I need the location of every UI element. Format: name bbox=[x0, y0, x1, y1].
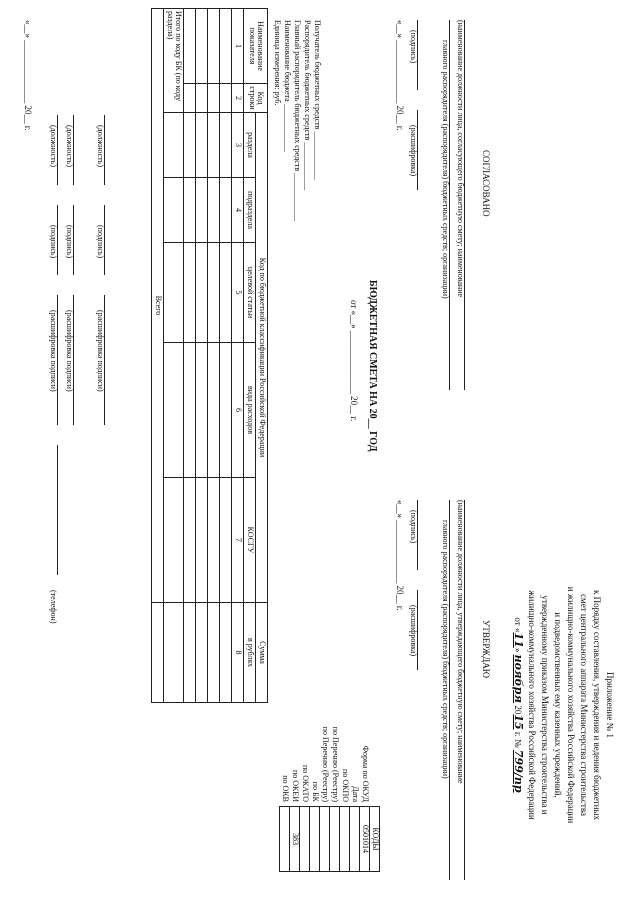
requisites bbox=[272, 20, 322, 221]
agreed-date-line: «__» ______________ 20__ г. bbox=[395, 20, 405, 131]
order-reference: от «11» ноября 2015 г. № 799/пр bbox=[512, 617, 525, 793]
col-name-header: Наименование показателя bbox=[244, 9, 268, 84]
codes-header: КОДЫ bbox=[370, 807, 380, 872]
total-label: Итого по коду БК (по коду раздела) bbox=[163, 9, 184, 113]
approved-decoding-caption: (расшифровка) bbox=[409, 605, 418, 657]
order-number: 799/пр bbox=[512, 749, 525, 793]
grand-total-label: Всего bbox=[151, 9, 163, 603]
codes-row: по Перечню (Реестру) bbox=[330, 720, 340, 872]
column-numbers-row: 1 2 3 4 5 6 7 8 bbox=[232, 9, 244, 703]
appendix-line: к Порядку составления, утверждения и ведения бюджетных bbox=[592, 590, 602, 820]
signature-position: (должность) bbox=[49, 125, 58, 167]
budget-classification-header: Код по бюджетной классификации Российской Федерации bbox=[256, 113, 268, 603]
codes-row: по ОКВ bbox=[280, 720, 290, 872]
appendix-line: смет центрального аппарата Министерства строительства bbox=[579, 594, 589, 816]
codes-row: по ОКАТО bbox=[300, 720, 310, 872]
signature-sign: (подпись) bbox=[49, 225, 58, 259]
form-title: БЮДЖЕТНАЯ СМЕТА НА 20__ ГОД bbox=[367, 280, 378, 452]
order-day: 11 bbox=[512, 632, 525, 648]
appendix-line: жилищно-коммунального хозяйства Российской Федерации bbox=[527, 590, 537, 820]
codes-row: по ОКЕИ 383 bbox=[290, 720, 300, 872]
order-month: ноября bbox=[512, 654, 525, 704]
agreed-title: СОГЛАСОВАНО bbox=[481, 150, 491, 217]
codes-row: Дата bbox=[350, 720, 360, 872]
order-year: 15 bbox=[512, 714, 525, 730]
requisite-line: Распорядитель бюджетных средств ____________ bbox=[303, 20, 312, 191]
requisite-line: Главный распорядитель бюджетных средств ____________ bbox=[293, 20, 302, 222]
codes-row: Форма по ОКУД 0501014 bbox=[360, 720, 370, 872]
estimate-table bbox=[151, 8, 268, 703]
codes-row: по БК bbox=[310, 720, 320, 872]
col-sum-header: Сумма bbox=[256, 603, 268, 703]
appendix-line: и подведомственных ему казенных учреждений, bbox=[553, 612, 563, 798]
approved-title: УТВЕРЖДАЮ bbox=[481, 620, 491, 679]
requisite-line: Получатель бюджетных средств ____________ bbox=[313, 20, 322, 180]
col-expense-type-header: вида расходов bbox=[244, 343, 256, 478]
signature-position: (должность) bbox=[96, 125, 105, 167]
col-sum-sub-header: в рублях bbox=[244, 603, 256, 703]
table-row bbox=[196, 9, 208, 703]
appendix-header bbox=[511, 520, 616, 890]
appendix-line: утвержденному приказом Министерства строительства и bbox=[540, 595, 550, 815]
appendix-line: Приложение № 1 bbox=[605, 672, 615, 738]
col-kosgu-header: КОСГУ bbox=[244, 478, 256, 603]
table-row bbox=[184, 9, 196, 703]
codes-row: по ОКПО bbox=[340, 720, 350, 872]
table-row bbox=[220, 9, 232, 703]
bottom-date-line: «__» ______________ 20__ г. bbox=[23, 20, 33, 131]
col-target-header: целевой статьи bbox=[244, 243, 256, 343]
agreed-decoding-caption: (расшифровка) bbox=[409, 125, 418, 177]
signature-phone: (телефон) bbox=[49, 590, 58, 624]
codes-row: по Перечню (Реестру) bbox=[320, 720, 330, 872]
codes-table bbox=[279, 720, 380, 872]
signature-decoding: (расшифровка подписи) bbox=[96, 310, 105, 392]
agreed-signature-caption: (подпись) bbox=[409, 30, 418, 64]
requisite-line: Наименование бюджета ____________ bbox=[283, 20, 292, 152]
appendix-line: и жилищно-коммунального хозяйства Российской Федерации bbox=[566, 586, 576, 824]
approved-date-line: «__» ______________ 20__ г. bbox=[395, 500, 405, 611]
grand-total-row bbox=[151, 9, 163, 703]
agreed-position-caption: (наименование должности лица, согласующего бюджетную смету; наименование bbox=[456, 20, 465, 298]
signature-position: (должность) bbox=[65, 125, 74, 167]
table-row bbox=[208, 9, 220, 703]
approved-position-caption: (наименование должности лица, утверждающего бюджетную смету; наименование bbox=[456, 500, 465, 784]
total-row bbox=[163, 9, 184, 703]
signature-decoding: (расшифровка подписи) bbox=[65, 310, 74, 392]
signature-decoding: (расшифровка подписи) bbox=[49, 310, 58, 392]
signature-sign: (подпись) bbox=[96, 225, 105, 259]
form-date-line: от «__» ______________ 20__ г. bbox=[349, 300, 359, 422]
approved-signature-caption: (подпись) bbox=[409, 510, 418, 544]
col-section-header: раздела bbox=[244, 113, 256, 178]
requisite-line: Единица измерения: руб. bbox=[273, 20, 282, 106]
agreed-org-caption: главного распорядителя (распорядителя) бюджетных средств; организации) bbox=[441, 40, 450, 299]
col-subsection-header: подраздела bbox=[244, 178, 256, 243]
col-code-header: Код строки bbox=[244, 84, 268, 113]
approved-org-caption: главного распорядителя (распорядителя) бюджетных средств; организации) bbox=[441, 520, 450, 779]
signature-sign: (подпись) bbox=[65, 225, 74, 259]
